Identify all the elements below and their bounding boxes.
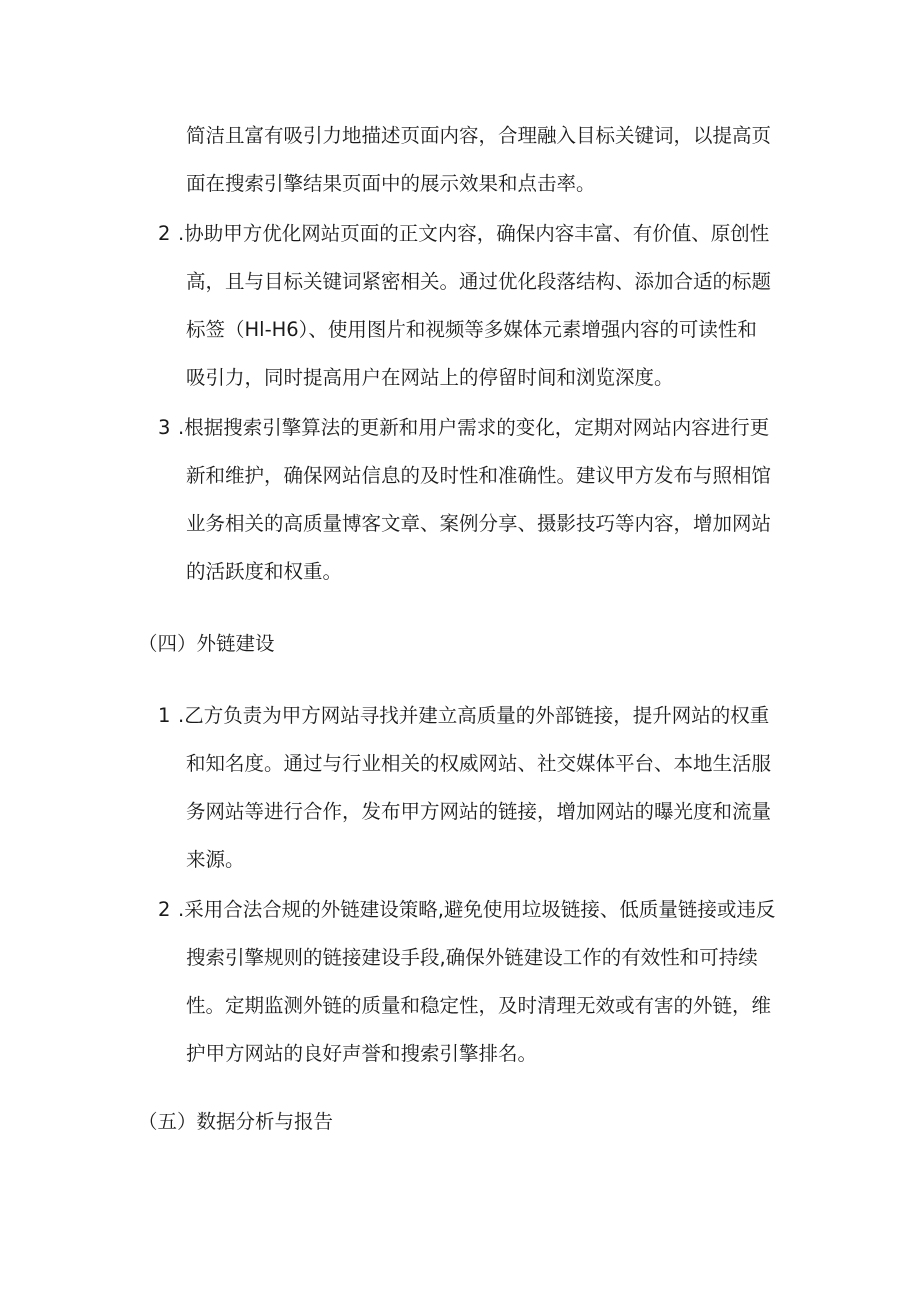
section-4-item-2-number: 2 xyxy=(158,898,171,921)
content-item-3-line-2: 新和维护，确保网站信息的及时性和准确性。建议甲方发布与照相馆 xyxy=(186,464,772,487)
section-4-heading: （四）外链建设 xyxy=(138,632,275,655)
section-4-item-2-line-1: .采用合法合规的外链建设策略,避免使用垃圾链接、低质量链接或违反 xyxy=(178,898,776,921)
section-5-heading: （五）数据分析与报告 xyxy=(138,1110,334,1133)
section-4-item-1-line-3: 务网站等进行合作，发布甲方网站的链接，增加网站的曝光度和流量 xyxy=(186,800,772,823)
section-4-item-1-line-2: 和知名度。通过与行业相关的权威网站、社交媒体平台、本地生活服 xyxy=(186,752,772,775)
section-4-item-2-line-4: 护甲方网站的良好声誉和搜索引擎排名。 xyxy=(186,1042,538,1065)
content-item-3-line-1: .根据搜索引擎算法的更新和用户需求的变化，定期对网站内容进行更 xyxy=(178,416,770,439)
section-4-item-2-line-3: 性。定期监测外链的质量和稳定性，及时清理无效或有害的外链，维 xyxy=(186,994,772,1017)
content-item-3-line-4: 的活跃度和权重。 xyxy=(186,560,343,583)
section-4-item-1-line-4: 来源。 xyxy=(186,848,245,871)
section-4-item-2-line-2: 搜索引擎规则的链接建设手段,确保外链建设工作的有效性和可持续 xyxy=(186,946,758,969)
intro-line-1: 简洁且富有吸引力地描述页面内容，合理融入目标关键词，以提高页 xyxy=(186,124,772,147)
content-item-2-line-3: 标签（Hl-H6）、使用图片和视频等多媒体元素增强内容的可读性和 xyxy=(186,318,757,341)
section-4-item-1-number: 1 xyxy=(158,704,171,727)
content-item-2-line-2: 高，且与目标关键词紧密相关。通过优化段落结构、添加合适的标题 xyxy=(186,270,772,293)
content-item-3-number: 3 xyxy=(158,416,171,439)
content-item-2-number: 2 xyxy=(158,222,171,245)
intro-line-2: 面在搜索引擎结果页面中的展示效果和点击率。 xyxy=(186,172,596,195)
content-item-2-line-1: .协助甲方优化网站页面的正文内容，确保内容丰富、有价值、原创性 xyxy=(178,222,770,245)
content-item-2-line-4: 吸引力，同时提高用户在网站上的停留时间和浏览深度。 xyxy=(186,366,674,389)
content-item-3-line-3: 业务相关的高质量博客文章、案例分享、摄影技巧等内容，增加网站 xyxy=(186,512,772,535)
section-4-item-1-line-1: .乙方负责为甲方网站寻找并建立高质量的外部链接，提升网站的权重 xyxy=(178,704,770,727)
